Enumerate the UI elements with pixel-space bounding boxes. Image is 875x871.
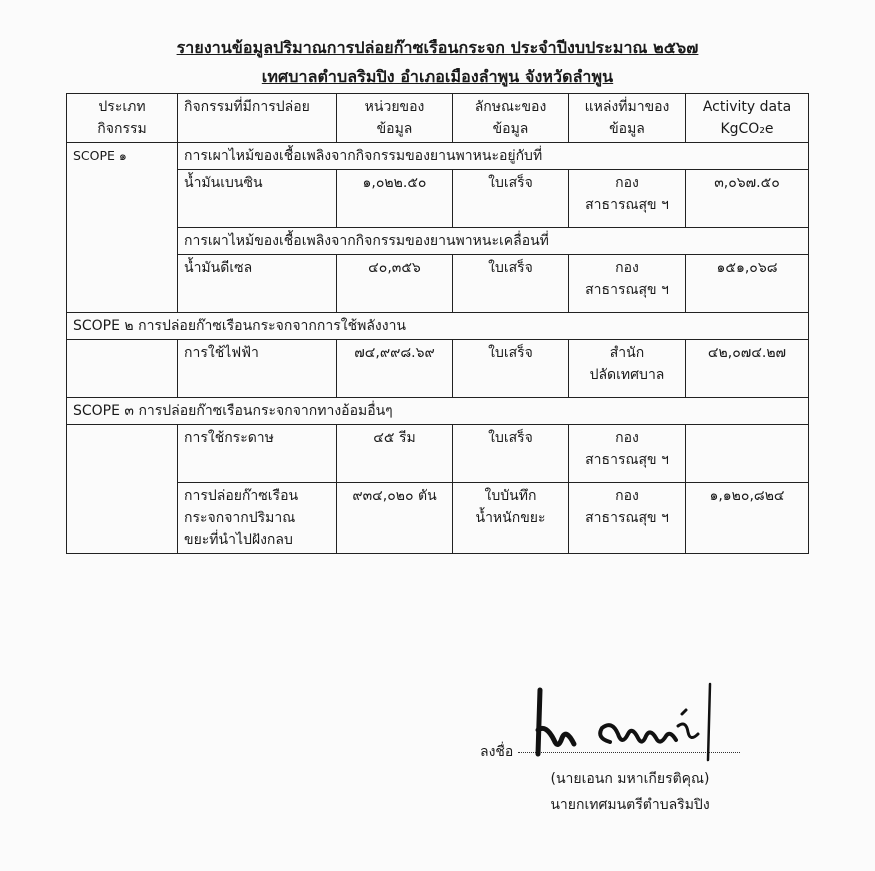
activity-data-cell: ๑,๑๒๐,๘๒๔ <box>686 483 809 554</box>
activity-data-cell <box>686 425 809 483</box>
report-title: รายงานข้อมูลปริมาณการปล่อยก๊าซเรือนกระจก ประจำปีงบประมาณ ๒๕๖๗ <box>176 38 699 57</box>
data-type-cell: ใบเสร็จ <box>453 255 569 313</box>
activity-cell: น้ำมันเบนซิน <box>178 170 337 228</box>
activity-data-cell: ๔๒,๐๗๔.๒๗ <box>686 340 809 398</box>
header-cell: ประเภท กิจกรรม <box>67 94 178 143</box>
data-type-cell: ใบเสร็จ <box>453 170 569 228</box>
scope1-subheading-mobile: การเผาไหม้ของเชื้อเพลิงจากกิจกรรมของยานพาหนะเคลื่อนที่ <box>178 228 809 255</box>
unit-cell: ๙๓๔,๐๒๐ ตัน <box>337 483 453 554</box>
activity-cell: การใช้ไฟฟ้า <box>178 340 337 398</box>
handwritten-signature <box>528 680 728 762</box>
unit-cell: ๗๔,๙๙๘.๖๙ <box>337 340 453 398</box>
activity-cell: การปล่อยก๊าซเรือน กระจกจากปริมาณ ขยะที่นำไปฝังกลบ <box>178 483 337 554</box>
empty-cell <box>67 425 178 554</box>
scope1-label: SCOPE ๑ <box>67 143 178 313</box>
unit-cell: ๔๕ รีม <box>337 425 453 483</box>
source-cell: กอง สาธารณสุข ฯ <box>569 483 686 554</box>
table-row <box>67 425 809 483</box>
signature-label: ลงชื่อ <box>480 744 514 760</box>
table-row <box>67 255 809 313</box>
activity-cell: การใช้กระดาษ <box>178 425 337 483</box>
table-row <box>67 483 809 554</box>
activity-data-cell: ๓,๐๖๗.๕๐ <box>686 170 809 228</box>
unit-cell: ๔๐,๓๕๖ <box>337 255 453 313</box>
unit-cell: ๑,๐๒๒.๕๐ <box>337 170 453 228</box>
data-type-cell: ใบเสร็จ <box>453 425 569 483</box>
header-cell: ลักษณะของ ข้อมูล <box>453 94 569 143</box>
activity-cell: น้ำมันดีเซล <box>178 255 337 313</box>
header-cell: หน่วยของ ข้อมูล <box>337 94 453 143</box>
activity-data-cell: ๑๕๑,๐๖๘ <box>686 255 809 313</box>
data-type-cell: ใบเสร็จ <box>453 340 569 398</box>
signer-name: (นายเอนก มหาเกียรติคุณ) <box>550 771 710 787</box>
signature-block <box>480 680 780 830</box>
table-row <box>67 340 809 398</box>
header-cell: แหล่งที่มาของ ข้อมูล <box>569 94 686 143</box>
source-cell: กอง สาธารณสุข ฯ <box>569 255 686 313</box>
source-cell: กอง สาธารณสุข ฯ <box>569 425 686 483</box>
report-subtitle: เทศบาลตำบลริมปิง อำเภอเมืองลำพูน จังหวัดลำพูน <box>261 67 614 86</box>
scope1-subheading-stationary: การเผาไหม้ของเชื้อเพลิงจากกิจกรรมของยานพาหนะอยู่กับที่ <box>178 143 809 170</box>
signer-position: นายกเทศมนตรีตำบลริมปิง <box>550 797 710 813</box>
empty-cell <box>67 340 178 398</box>
data-type-cell: ใบบันทึก น้ำหนักขยะ <box>453 483 569 554</box>
header-cell: Activity data KgCO₂e <box>686 94 809 143</box>
scope2-label: SCOPE ๒ การปล่อยก๊าซเรือนกระจกจากการใช้พลังงาน <box>67 313 809 340</box>
source-cell: กอง สาธารณสุข ฯ <box>569 170 686 228</box>
emissions-table <box>66 93 809 554</box>
header-cell: กิจกรรมที่มีการปล่อย <box>178 94 337 143</box>
table-row <box>67 170 809 228</box>
header-row <box>67 94 809 143</box>
scope3-label: SCOPE ๓ การปล่อยก๊าซเรือนกระจกจากทางอ้อมอื่นๆ <box>67 398 809 425</box>
source-cell: สำนัก ปลัดเทศบาล <box>569 340 686 398</box>
